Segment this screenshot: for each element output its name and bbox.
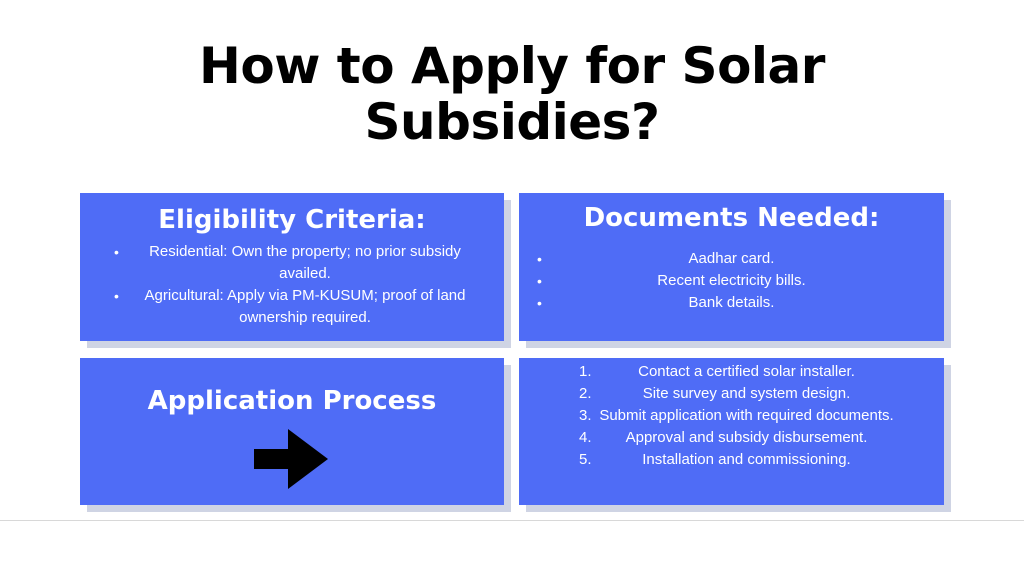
bullet-icon: • [537,273,542,289]
list-item [519,449,944,471]
step-text: Installation and commissioning. [642,451,851,468]
bullet-icon: • [537,251,542,267]
eligibility-item-text: Residential: Own the property; no prior subsidy availed. [149,243,461,282]
step-text: Contact a certified solar installer. [638,363,855,380]
documents-heading: Documents Needed: [583,203,880,233]
step-number: 4. [579,429,592,446]
bullet-icon: • [114,288,119,304]
list-item [80,241,504,285]
right-arrow-icon [252,427,332,491]
eligibility-item-text: Agricultural: Apply via PM-KUSUM; proof of land ownership required. [144,287,466,326]
page-title-line2: Subsidies? [364,93,660,151]
page-title-line1: How to Apply for Solar [199,37,825,95]
list-item [519,292,944,314]
step-number: 5. [579,451,592,468]
application-steps-card [519,358,944,505]
application-steps-list [519,361,944,471]
step-number: 2. [579,385,592,402]
page-title [0,38,1024,150]
documents-item-text: Bank details. [688,294,775,311]
list-item [519,361,944,383]
eligibility-list [80,241,504,329]
list-item [519,427,944,449]
eligibility-card [80,193,504,341]
step-number: 3. [579,407,592,424]
list-item [519,405,944,427]
step-number: 1. [579,363,592,380]
eligibility-heading: Eligibility Criteria: [158,205,426,235]
documents-item-text: Recent electricity bills. [657,272,806,289]
step-text: Approval and subsidy disbursement. [625,429,868,446]
list-item [80,285,504,329]
list-item [519,383,944,405]
documents-list [519,248,944,314]
bullet-icon: • [537,295,542,311]
list-item [519,270,944,292]
documents-item-text: Aadhar card. [688,250,775,267]
divider [0,520,1024,521]
step-text: Submit application with required documents. [599,407,894,424]
list-item [519,248,944,270]
bullet-icon: • [114,244,119,260]
application-process-heading: Application Process [147,386,437,416]
documents-card [519,193,944,341]
step-text: Site survey and system design. [642,385,851,402]
application-process-card [80,358,504,505]
